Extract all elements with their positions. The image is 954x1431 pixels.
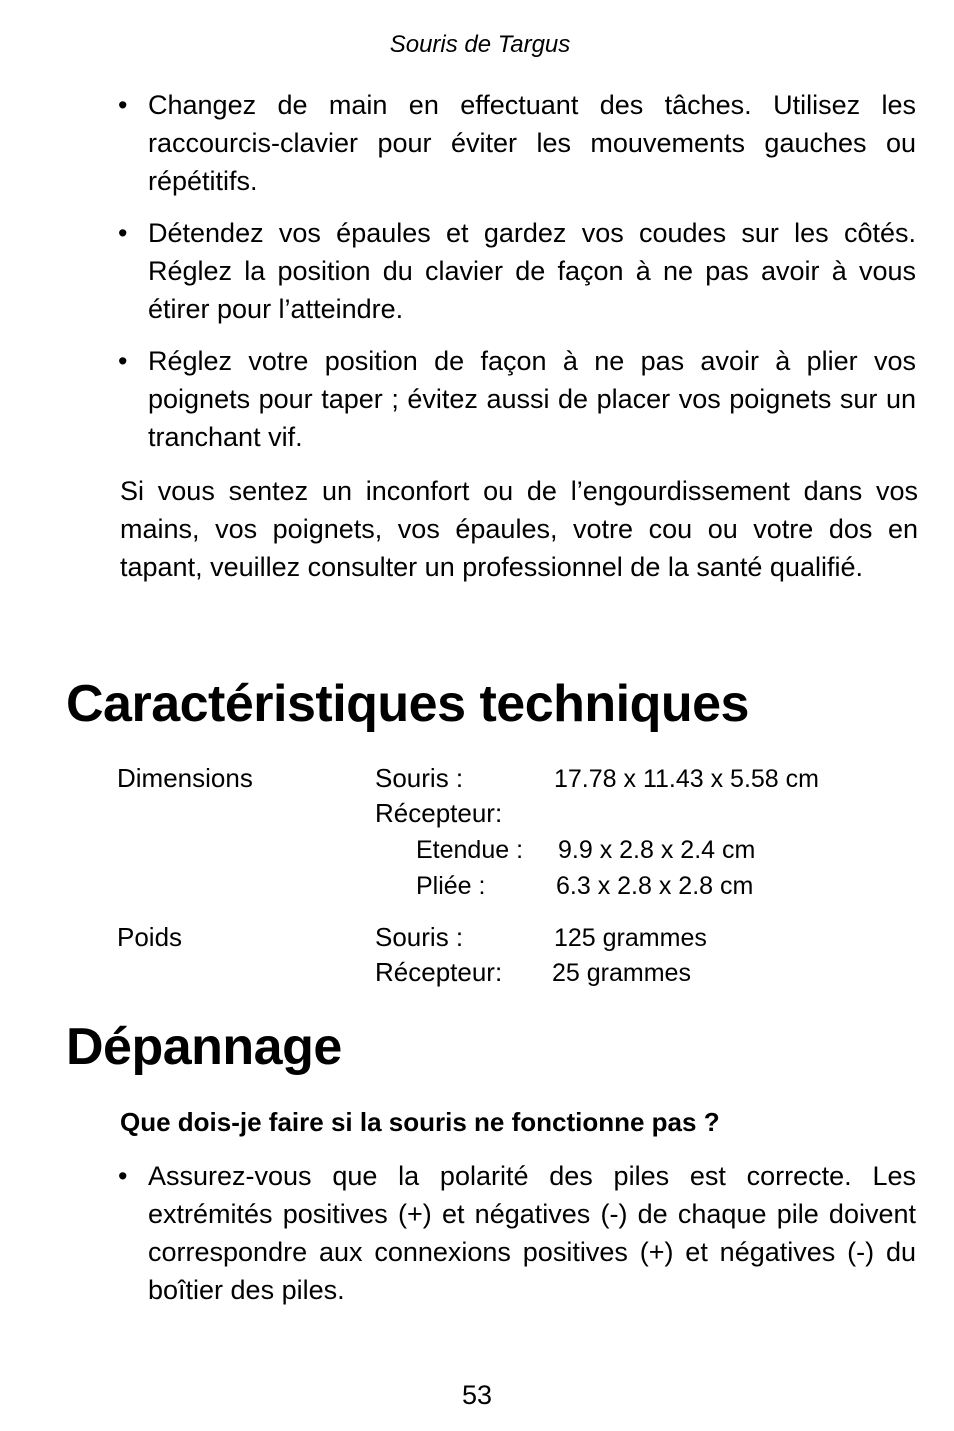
ergonomic-tips-list (118, 86, 916, 470)
list-item (118, 214, 916, 328)
dimensions-label: Dimensions (117, 763, 253, 793)
troubleshooting-heading: Dépannage (66, 1018, 342, 1076)
dimensions-mouse-label: Souris : (375, 763, 464, 793)
troubleshooting-answers-list (118, 1157, 916, 1323)
dimensions-mouse-value: 17.78 x 11.43 x 5.58 cm (554, 765, 819, 793)
page-number: 53 (461, 1380, 493, 1410)
bullet-icon: • (118, 90, 128, 120)
dimensions-folded-label: Pliée : (416, 872, 486, 900)
dimensions-extended-label: Etendue : (416, 836, 524, 864)
bullet-icon: • (118, 346, 128, 376)
tip-text: Changez de main en effectuant des tâches. Utilisez les raccourcis-clavier pour éviter les mouvements gauches ou répétitifs. (148, 90, 916, 196)
tip-text: Détendez vos épaules et gardez vos coudes sur les côtés. Réglez la position du clavier de façon à ne pas avoir à vous étirer pour l’atteindre. (148, 218, 916, 324)
list-item (118, 86, 916, 200)
bullet-icon: • (118, 218, 128, 248)
tip-text: Réglez votre position de façon à ne pas avoir à plier vos poignets pour taper ; évitez aussi de placer vos poignets sur un tranchant vif. (148, 346, 916, 452)
list-item (118, 342, 916, 456)
bullet-icon: • (118, 1161, 128, 1191)
weight-mouse-label: Souris : (375, 922, 464, 952)
weight-label: Poids (117, 922, 183, 952)
specs-heading: Caractéristiques techniques (66, 675, 749, 733)
weight-receiver-value: 25 grammes (552, 959, 691, 987)
dimensions-receiver-label: Récepteur: (375, 798, 503, 828)
weight-receiver-label: Récepteur: (375, 957, 503, 987)
dimensions-folded-value: 6.3 x 2.8 x 2.8 cm (556, 872, 754, 900)
discomfort-paragraph: Si vous sentez un inconfort ou de l’engourdissement dans vos mains, vos poignets, vos épaules, votre cou ou votre dos en tapant, veuillez consulter un professionnel de la santé qualifié. (120, 476, 918, 582)
running-header: Souris de Targus (389, 31, 571, 58)
dimensions-extended-value: 9.9 x 2.8 x 2.4 cm (558, 836, 756, 864)
list-item (118, 1157, 916, 1309)
troubleshooting-question: Que dois-je faire si la souris ne fonctionne pas ? (120, 1107, 720, 1137)
answer-text: Assurez-vous que la polarité des piles est correcte. Les extrémités positives (+) et négatives (-) de chaque pile doivent correspondre aux connexions positives (+) et négatives (-) du boîtier des piles. (148, 1161, 916, 1305)
weight-mouse-value: 125 grammes (554, 924, 707, 952)
